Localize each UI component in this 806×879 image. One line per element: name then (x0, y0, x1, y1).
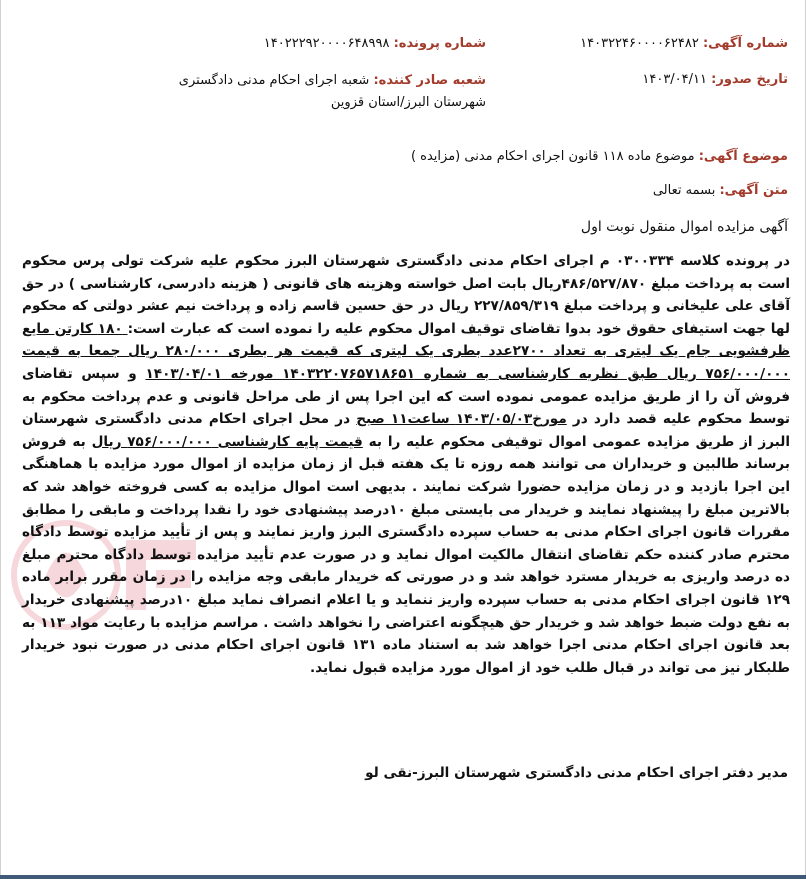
notice-number: ۱۴۰۳۲۲۴۶۰۰۰۰۶۲۴۸۲ (580, 36, 699, 51)
notice-number-label: شماره آگهی: (702, 36, 788, 51)
text-label: متن آگهی: (719, 183, 788, 198)
header-right (528, 34, 788, 106)
notice-number-row (528, 34, 788, 54)
body-part-2: و سپس تقاضای فروش آن را از طریق مزایده عمومی نموده است که این اجرا پس از طی مراحل قانونی و عدم پرداخت محکوم به توسط محکوم علیه قصد دارد در (22, 365, 791, 428)
body-part-4: به فروش برساند طالبین و خریداران می توانند همه روزه تا یک هفته قبل از زمان مزایده از اموال مورد مزایده با هماهنگی این اجرا بازدید و در زمان مزایده حضورا شرکت نمایند . بدیهی است اموال مزایده به کسی فروخته خواهد شد که بالاترین مبلغ را پیشنهاد نمایند و خریدار می بایستی مبلغ ۱۰درصد پیشنهادی خود را نقدا پرداخت و مابقی را مطابق مقررات قانون اجرای احکام مدنی به حساب سپرده دادگستری البرز واریز نمایند و پس از تأیید مزایده توسط دادگاه محترم صادر کننده حکم تقاضای انتقال مالکیت اموال نماید و در صورت عدم تأیید مزایده توسط دادگاه محترم مبلغ ده درصد واریزی به خریدار مسترد خواهد شد و در صورتی که خریدار مابقی وجه مزایده را در زمان مقرر برابر ماده ۱۲۹ قانون اجرای احکام مدنی به حساب سپرده واریز ننماید و یا اعلام انصراف نماید مبلغ ۱۰درصد پیشنهادی خریدار به نفع دولت ضبط خواهد شد و خریدار حق هیچگونه اعتراضی را نخواهد داشت . مراسم مزایده با رعایت مواد ۱۱۳ به بعد قانون اجرای احکام مدنی اجرا خواهد شد به استناد ماده ۱۳۱ قانون اجرای احکام مدنی در صورت نبود خریدار طلبکار نیز می تواند در قبال طلب خود از اموال مورد مزایده قبول نماید. (22, 433, 791, 676)
signature: مدیر دفتر اجرای احکام مدنی دادگستری شهرستان البرز-نقی لو (365, 765, 788, 781)
issuer: شعبه اجرای احکام مدنی دادگستری شهرستان البرز/استان قزوین (178, 73, 486, 110)
notice-title: آگهی مزایده اموال منقول نوبت اول (580, 219, 788, 235)
body-underlined-date: مورخ۱۴۰۳/۰۵/۰۳ ساعت۱۱ صبح (356, 411, 567, 428)
bottom-bar (0, 875, 806, 879)
case-number-row (16, 34, 486, 54)
issuer-label: شعبه صادر کننده: (373, 73, 486, 88)
body-underlined-price: قیمت پایه کارشناسی ۷۵۶/۰۰۰/۰۰۰ ریال (91, 433, 363, 450)
body-part-3: در محل اجرای احکام مدنی دادگستری شهرستان البرز از طریق مزایده عمومی اموال توقیفی محکوم علیه را به (22, 411, 790, 450)
notice-body (22, 250, 790, 679)
issuer-row (156, 70, 486, 114)
header-left (16, 34, 486, 114)
text-row (20, 180, 788, 202)
case-number: ۱۴۰۲۲۲۹۲۰۰۰۰۶۴۸۹۹۸ (263, 36, 390, 51)
subject-row (20, 146, 788, 168)
issue-date-row (528, 70, 788, 90)
issue-date-label: تاریخ صدور: (711, 72, 788, 87)
issue-date: ۱۴۰۳/۰۴/۱۱ (642, 72, 707, 87)
text-value: بسمه تعالی (652, 183, 716, 198)
subject-value: موضوع ماده ۱۱۸ قانون اجرای احکام مدنی (مزایده ) (410, 149, 695, 164)
subject-label: موضوع آگهی: (698, 149, 788, 164)
body-part-1: در پرونده کلاسه ۰۳۰۰۳۳۴ م اجرای احکام مدنی دادگستری شهرستان البرز محکوم علیه شرکت تولی پرس محکوم است به پرداخت مبلغ ۴۸۶/۵۲۷/۸۷۰ریال بابت اصل خواسته وهزینه های قانونی ( هزینه دادرسی، کارشناسی ) در حق آقای علی علیخانی و پرداخت مبلغ ۲۲۷/۸۵۹/۳۱۹ ریال در حق حسین قاسم زاده و پرداخت نیم عشر دولتی که محکوم لها جهت استیفای حقوق خود بدوا تقاضای توقیف اموال محکوم علیه را نموده است که عبارت است: (22, 253, 790, 337)
body-underlined-items: ۱۸۰ کارتن مایع ظرفشویی جام یک لیتری به تعداد ۲۷۰۰عدد بطری یک لیتری که قیمت هر بطری ۲۸۰/۰۰۰ ریال جمعا به قیمت ۷۵۶/۰۰۰/۰۰۰ ریال طبق نظریه کارشناسی به شماره ۱۴۰۳۲۲۰۷۶۵۷۱۸۶۵۱ مورخه ۱۴۰۳/۰۴/۰۱ (22, 320, 791, 382)
case-number-label: شماره پرونده: (393, 36, 486, 51)
